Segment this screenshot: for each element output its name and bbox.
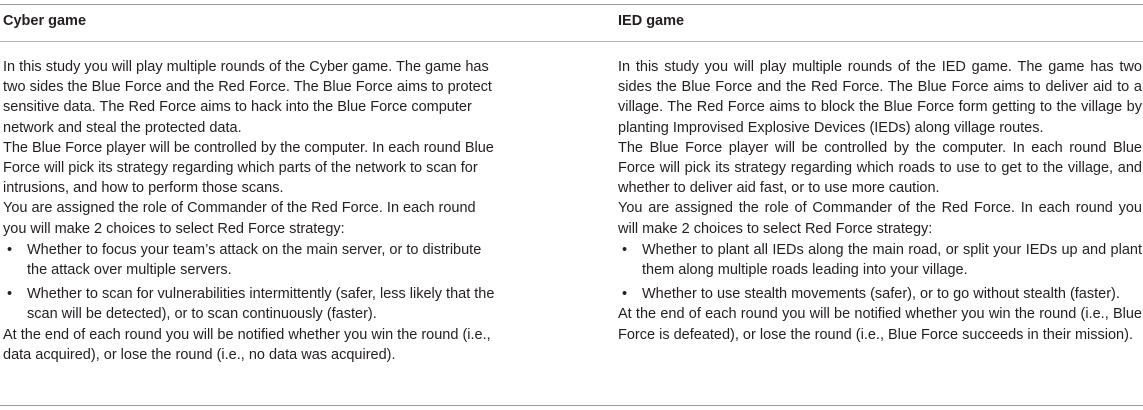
list-item: • Whether to focus your team’s attack on the main server, or to distribute the attack over multiple servers. <box>3 240 503 280</box>
ied-blue-force-paragraph: The Blue Force player will be controlled by the computer. In each round Blue Force will pick its strategy regarding which roads to use to get to the village, and whether to deliver aid fast, or to use more caution. <box>618 139 1142 197</box>
list-item: • Whether to plant all IEDs along the main road, or split your IEDs up and plant them along multiple roads leading into your village. <box>618 240 1142 280</box>
cyber-intro-paragraph: In this study you will play multiple rounds of the Cyber game. The game has two sides the Blue Force and the Red Force. The Blue Force aims to protect sensitive data. The Red Force aims to hack into the Blue Force computer network and steal the protected data. <box>3 59 492 136</box>
cyber-game-instructions <box>3 57 503 365</box>
list-item: • Whether to use stealth movements (safer), or to go without stealth (faster). <box>618 284 1142 304</box>
table-header-rule <box>0 41 1143 42</box>
ied-role-paragraph: You are assigned the role of Commander of the Red Force. In each round you will make 2 choices to select Red Force strategy: <box>618 200 1142 237</box>
table-top-rule <box>0 4 1143 5</box>
ied-intro-paragraph: In this study you will play multiple rounds of the IED game. The game has two sides the Blue Force and the Red Force. The Blue Force aims to deliver aid to a village. The Red Force aims to block the Blue Force form getting to the village by planting Improvised Explosive Devices (IEDs) along village routes. <box>618 59 1142 136</box>
ied-outcome-paragraph: At the end of each round you will be notified whether you win the round (i.e., Blue Force is defeated), or lose the round (i.e., Blue Force succeeds in their mission). <box>618 306 1142 343</box>
ied-choices-list <box>618 240 1142 305</box>
ied-game-instructions <box>618 57 1142 345</box>
cyber-role-paragraph: You are assigned the role of Commander of the Red Force. In each round you will make 2 choices to select Red Force strategy: <box>3 200 476 237</box>
table-bottom-rule <box>0 405 1143 406</box>
cyber-outcome-paragraph: At the end of each round you will be notified whether you win the round (i.e., data acquired), or lose the round (i.e., no data was acquired). <box>3 326 491 363</box>
cyber-choices-list <box>3 240 503 325</box>
column-header-cyber-game: Cyber game <box>3 13 87 29</box>
cyber-blue-force-paragraph: The Blue Force player will be controlled by the computer. In each round Blue Force will pick its strategy regarding which parts of the network to scan for intrusions, and how to perform those scans. <box>3 139 494 197</box>
column-header-ied-game: IED game <box>618 13 685 29</box>
list-item: • Whether to scan for vulnerabilities intermittently (safer, less likely that the scan will be detected), or to scan continuously (faster). <box>3 284 503 324</box>
